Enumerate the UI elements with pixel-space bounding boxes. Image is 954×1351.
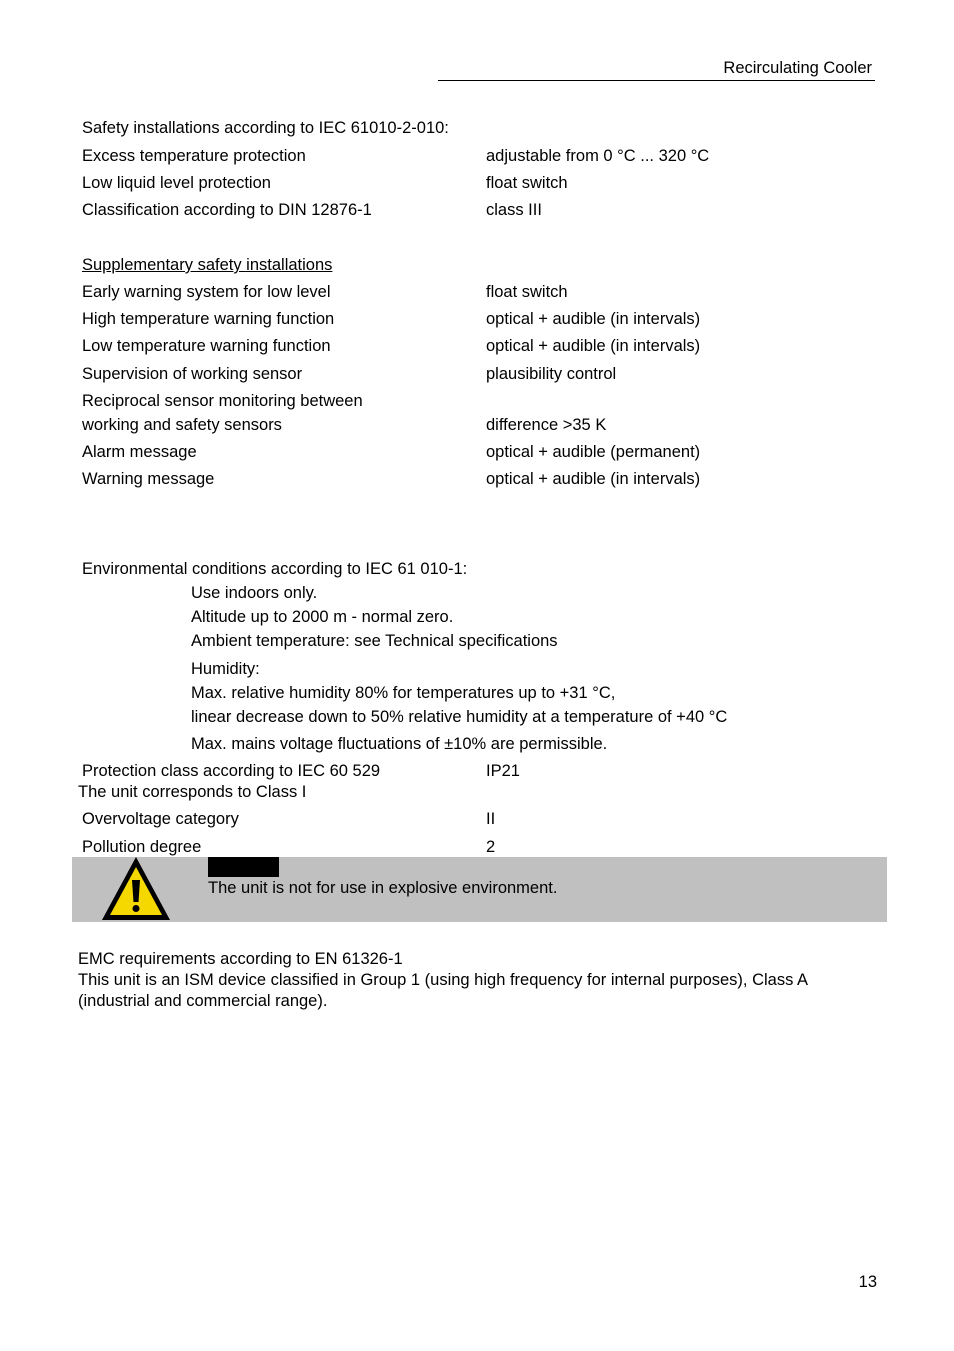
env-line-humidity-decrease: linear decrease down to 50% relative humidity at a temperature of +40 °C	[191, 708, 728, 726]
env-line-voltage: Max. mains voltage fluctuations of ±10% are permissible.	[191, 735, 608, 753]
emc-line-2: (industrial and commercial range).	[78, 992, 328, 1010]
warning-label-bar	[208, 857, 279, 877]
running-header: Recirculating Cooler	[723, 59, 872, 77]
safety-label-low-level: Low liquid level protection	[82, 174, 271, 192]
env-line-indoors: Use indoors only.	[191, 584, 318, 602]
emc-heading: EMC requirements according to EN 61326-1	[78, 950, 403, 968]
environment-heading: Environmental conditions according to IEC 61 010-1:	[82, 560, 468, 578]
warning-text: The unit is not for use in explosive environment.	[208, 879, 558, 897]
supp-label-low-temp: Low temperature warning function	[82, 337, 331, 355]
overvoltage-label: Overvoltage category	[82, 810, 239, 828]
safety-value-excess-temp: adjustable from 0 °C ... 320 °C	[486, 147, 710, 165]
env-line-humidity-max: Max. relative humidity 80% for temperatures up to +31 °C,	[191, 684, 616, 702]
protection-value: IP21	[486, 762, 520, 780]
supp-label-supervision: Supervision of working sensor	[82, 365, 303, 383]
supp-value-warning: optical + audible (in intervals)	[486, 470, 701, 488]
page-number: 13	[858, 1273, 877, 1291]
supp-value-difference: difference >35 K	[486, 416, 607, 434]
safety-value-low-level: float switch	[486, 174, 568, 192]
supp-label-reciprocal: Reciprocal sensor monitoring between	[82, 392, 363, 410]
supp-label-early-warning: Early warning system for low level	[82, 283, 331, 301]
safety-label-excess-temp: Excess temperature protection	[82, 147, 306, 165]
supp-label-working-safety: working and safety sensors	[82, 416, 282, 434]
emc-line-1: This unit is an ISM device classified in Group 1 (using high frequency for internal purposes), Class A	[78, 971, 809, 989]
supp-value-high-temp: optical + audible (in intervals)	[486, 310, 701, 328]
overvoltage-value: II	[486, 810, 496, 828]
protection-class-note: The unit corresponds to Class I	[78, 783, 307, 801]
supp-value-alarm: optical + audible (permanent)	[486, 443, 701, 461]
env-line-altitude: Altitude up to 2000 m - normal zero.	[191, 608, 454, 626]
supp-value-early-warning: float switch	[486, 283, 568, 301]
env-line-ambient: Ambient temperature: see Technical specifications	[191, 632, 558, 650]
supp-label-high-temp: High temperature warning function	[82, 310, 335, 328]
safety-label-classification: Classification according to DIN 12876-1	[82, 201, 372, 219]
protection-label: Protection class according to IEC 60 529	[82, 762, 381, 780]
warning-triangle-icon	[100, 854, 172, 922]
supplementary-heading: Supplementary safety installations	[82, 256, 333, 274]
pollution-value: 2	[486, 838, 496, 856]
supp-label-warning: Warning message	[82, 470, 215, 488]
header-rule	[438, 80, 875, 81]
env-line-humidity-heading: Humidity:	[191, 660, 260, 678]
supp-value-low-temp: optical + audible (in intervals)	[486, 337, 701, 355]
supp-value-supervision: plausibility control	[486, 365, 617, 383]
safety-value-classification: class III	[486, 201, 542, 219]
supp-label-alarm: Alarm message	[82, 443, 197, 461]
safety-heading: Safety installations according to IEC 61010-2-010:	[82, 119, 449, 137]
pollution-label: Pollution degree	[82, 838, 202, 856]
